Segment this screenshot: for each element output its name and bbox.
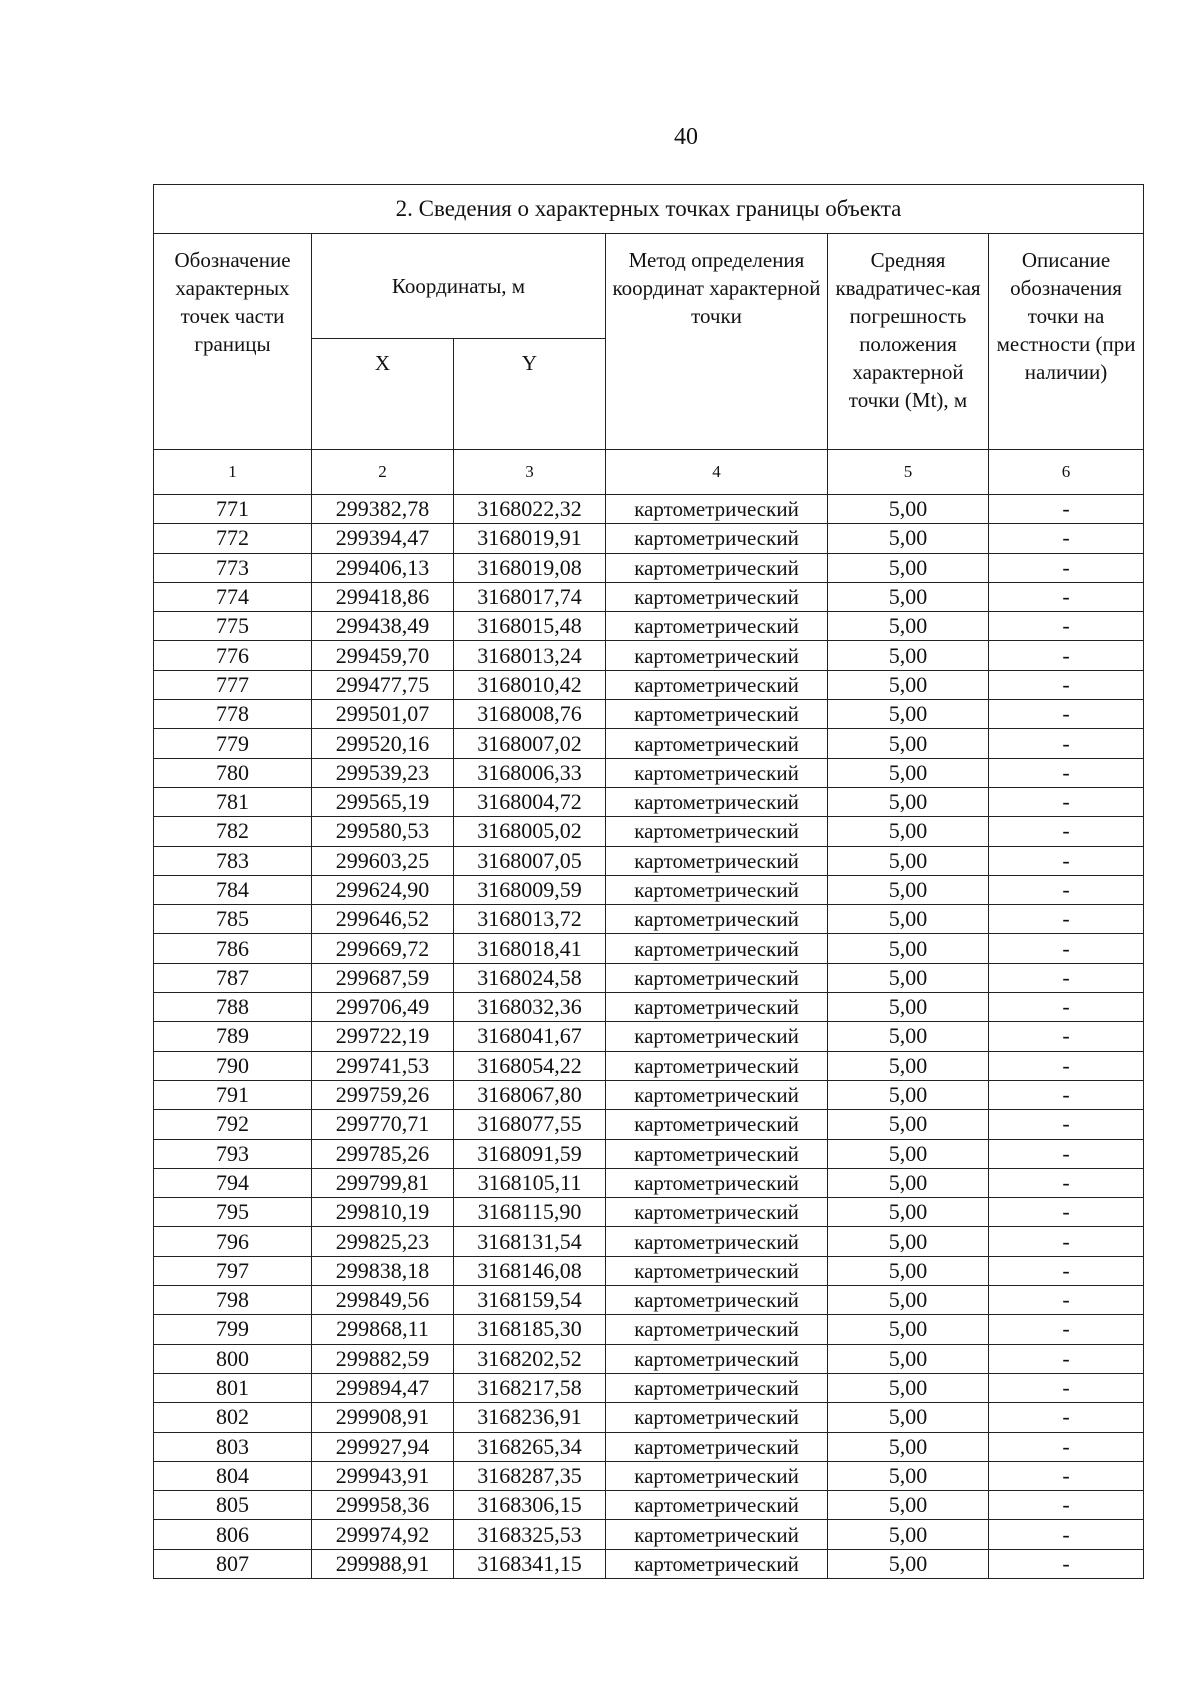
method-cell: картометрический xyxy=(606,1198,828,1227)
error-cell: 5,00 xyxy=(828,817,989,846)
error-cell: 5,00 xyxy=(828,1286,989,1315)
table-row xyxy=(154,846,1144,875)
x-coordinate-cell: 299958,36 xyxy=(312,1491,454,1520)
table-row xyxy=(154,1373,1144,1402)
description-cell: - xyxy=(989,1286,1144,1315)
point-number-cell: 803 xyxy=(154,1432,312,1461)
error-cell: 5,00 xyxy=(828,495,989,524)
column-number: 4 xyxy=(606,450,828,495)
description-cell: - xyxy=(989,1344,1144,1373)
description-cell: - xyxy=(989,1051,1144,1080)
header-method: Метод определения координат характерной точки xyxy=(606,234,828,450)
y-coordinate-cell: 3168017,74 xyxy=(454,582,606,611)
table-row xyxy=(154,905,1144,934)
table-row xyxy=(154,787,1144,816)
table-row xyxy=(154,1080,1144,1109)
y-coordinate-cell: 3168009,59 xyxy=(454,875,606,904)
header-y: Y xyxy=(454,339,606,450)
y-coordinate-cell: 3168013,72 xyxy=(454,905,606,934)
x-coordinate-cell: 299825,23 xyxy=(312,1227,454,1256)
point-number-cell: 779 xyxy=(154,729,312,758)
method-cell: картометрический xyxy=(606,582,828,611)
error-cell: 5,00 xyxy=(828,1549,989,1578)
error-cell: 5,00 xyxy=(828,1344,989,1373)
error-cell: 5,00 xyxy=(828,993,989,1022)
y-coordinate-cell: 3168217,58 xyxy=(454,1373,606,1402)
description-cell: - xyxy=(989,787,1144,816)
point-number-cell: 771 xyxy=(154,495,312,524)
description-cell: - xyxy=(989,553,1144,582)
method-cell: картометрический xyxy=(606,1344,828,1373)
error-cell: 5,00 xyxy=(828,641,989,670)
table-row xyxy=(154,1227,1144,1256)
method-cell: картометрический xyxy=(606,524,828,553)
y-coordinate-cell: 3168007,02 xyxy=(454,729,606,758)
point-number-cell: 801 xyxy=(154,1373,312,1402)
error-cell: 5,00 xyxy=(828,758,989,787)
x-coordinate-cell: 299838,18 xyxy=(312,1256,454,1285)
method-cell: картометрический xyxy=(606,1080,828,1109)
description-cell: - xyxy=(989,875,1144,904)
method-cell: картометрический xyxy=(606,1520,828,1549)
y-coordinate-cell: 3168006,33 xyxy=(454,758,606,787)
error-cell: 5,00 xyxy=(828,1198,989,1227)
error-cell: 5,00 xyxy=(828,1080,989,1109)
error-cell: 5,00 xyxy=(828,1227,989,1256)
y-coordinate-cell: 3168007,05 xyxy=(454,846,606,875)
x-coordinate-cell: 299603,25 xyxy=(312,846,454,875)
section-title: 2. Сведения о характерных точках границы объекта xyxy=(154,185,1144,234)
point-number-cell: 784 xyxy=(154,875,312,904)
description-cell: - xyxy=(989,905,1144,934)
error-cell: 5,00 xyxy=(828,1168,989,1197)
error-cell: 5,00 xyxy=(828,1491,989,1520)
error-cell: 5,00 xyxy=(828,1520,989,1549)
error-cell: 5,00 xyxy=(828,700,989,729)
point-number-cell: 776 xyxy=(154,641,312,670)
point-number-cell: 792 xyxy=(154,1110,312,1139)
page-number: 40 xyxy=(674,124,698,150)
point-number-cell: 800 xyxy=(154,1344,312,1373)
error-cell: 5,00 xyxy=(828,787,989,816)
error-cell: 5,00 xyxy=(828,934,989,963)
y-coordinate-cell: 3168306,15 xyxy=(454,1491,606,1520)
description-cell: - xyxy=(989,1198,1144,1227)
point-number-cell: 774 xyxy=(154,582,312,611)
description-cell: - xyxy=(989,817,1144,846)
header-coordinates: Координаты, м xyxy=(312,234,606,339)
table-row xyxy=(154,524,1144,553)
x-coordinate-cell: 299706,49 xyxy=(312,993,454,1022)
error-cell: 5,00 xyxy=(828,1139,989,1168)
table-row xyxy=(154,963,1144,992)
column-number: 2 xyxy=(312,450,454,495)
x-coordinate-cell: 299669,72 xyxy=(312,934,454,963)
error-cell: 5,00 xyxy=(828,1022,989,1051)
description-cell: - xyxy=(989,1168,1144,1197)
y-coordinate-cell: 3168265,34 xyxy=(454,1432,606,1461)
error-cell: 5,00 xyxy=(828,1051,989,1080)
table-row xyxy=(154,729,1144,758)
method-cell: картометрический xyxy=(606,963,828,992)
point-number-cell: 777 xyxy=(154,670,312,699)
x-coordinate-cell: 299974,92 xyxy=(312,1520,454,1549)
table-row xyxy=(154,1051,1144,1080)
x-coordinate-cell: 299687,59 xyxy=(312,963,454,992)
point-number-cell: 787 xyxy=(154,963,312,992)
error-cell: 5,00 xyxy=(828,1315,989,1344)
y-coordinate-cell: 3168091,59 xyxy=(454,1139,606,1168)
method-cell: картометрический xyxy=(606,817,828,846)
table-row xyxy=(154,670,1144,699)
description-cell: - xyxy=(989,1403,1144,1432)
x-coordinate-cell: 299894,47 xyxy=(312,1373,454,1402)
point-number-cell: 783 xyxy=(154,846,312,875)
header-row xyxy=(154,234,1144,339)
x-coordinate-cell: 299882,59 xyxy=(312,1344,454,1373)
point-number-cell: 795 xyxy=(154,1198,312,1227)
table-row xyxy=(154,934,1144,963)
x-coordinate-cell: 299418,86 xyxy=(312,582,454,611)
x-coordinate-cell: 299382,78 xyxy=(312,495,454,524)
method-cell: картометрический xyxy=(606,612,828,641)
x-coordinate-cell: 299646,52 xyxy=(312,905,454,934)
x-coordinate-cell: 299908,91 xyxy=(312,1403,454,1432)
description-cell: - xyxy=(989,1022,1144,1051)
table-row xyxy=(154,700,1144,729)
error-cell: 5,00 xyxy=(828,582,989,611)
table-row xyxy=(154,1403,1144,1432)
x-coordinate-cell: 299988,91 xyxy=(312,1549,454,1578)
table-row xyxy=(154,1432,1144,1461)
description-cell: - xyxy=(989,524,1144,553)
description-cell: - xyxy=(989,729,1144,758)
method-cell: картометрический xyxy=(606,905,828,934)
point-number-cell: 807 xyxy=(154,1549,312,1578)
x-coordinate-cell: 299868,11 xyxy=(312,1315,454,1344)
table-row xyxy=(154,1168,1144,1197)
point-number-cell: 786 xyxy=(154,934,312,963)
error-cell: 5,00 xyxy=(828,1373,989,1402)
method-cell: картометрический xyxy=(606,1461,828,1490)
section-title-row xyxy=(154,185,1144,234)
x-coordinate-cell: 299520,16 xyxy=(312,729,454,758)
point-number-cell: 798 xyxy=(154,1286,312,1315)
error-cell: 5,00 xyxy=(828,1461,989,1490)
point-number-cell: 799 xyxy=(154,1315,312,1344)
y-coordinate-cell: 3168005,02 xyxy=(454,817,606,846)
method-cell: картометрический xyxy=(606,934,828,963)
method-cell: картометрический xyxy=(606,1022,828,1051)
description-cell: - xyxy=(989,612,1144,641)
table-row xyxy=(154,1344,1144,1373)
method-cell: картометрический xyxy=(606,700,828,729)
table-row xyxy=(154,1549,1144,1578)
method-cell: картометрический xyxy=(606,729,828,758)
method-cell: картометрический xyxy=(606,1286,828,1315)
point-number-cell: 780 xyxy=(154,758,312,787)
description-cell: - xyxy=(989,1549,1144,1578)
x-coordinate-cell: 299849,56 xyxy=(312,1286,454,1315)
method-cell: картометрический xyxy=(606,1051,828,1080)
method-cell: картометрический xyxy=(606,1110,828,1139)
description-cell: - xyxy=(989,963,1144,992)
header-point-designation: Обозначение характерных точек части границы xyxy=(154,234,312,450)
method-cell: картометрический xyxy=(606,1491,828,1520)
header-description: Описание обозначения точки на местности (при наличии) xyxy=(989,234,1144,450)
column-number: 5 xyxy=(828,450,989,495)
description-cell: - xyxy=(989,1432,1144,1461)
error-cell: 5,00 xyxy=(828,963,989,992)
point-number-cell: 785 xyxy=(154,905,312,934)
y-coordinate-cell: 3168341,15 xyxy=(454,1549,606,1578)
x-coordinate-cell: 299799,81 xyxy=(312,1168,454,1197)
method-cell: картометрический xyxy=(606,758,828,787)
point-number-cell: 802 xyxy=(154,1403,312,1432)
table-row xyxy=(154,553,1144,582)
method-cell: картометрический xyxy=(606,1227,828,1256)
error-cell: 5,00 xyxy=(828,670,989,699)
x-coordinate-cell: 299406,13 xyxy=(312,553,454,582)
y-coordinate-cell: 3168067,80 xyxy=(454,1080,606,1109)
error-cell: 5,00 xyxy=(828,553,989,582)
y-coordinate-cell: 3168024,58 xyxy=(454,963,606,992)
point-number-cell: 806 xyxy=(154,1520,312,1549)
x-coordinate-cell: 299770,71 xyxy=(312,1110,454,1139)
method-cell: картометрический xyxy=(606,495,828,524)
description-cell: - xyxy=(989,582,1144,611)
point-number-cell: 772 xyxy=(154,524,312,553)
method-cell: картометрический xyxy=(606,875,828,904)
error-cell: 5,00 xyxy=(828,1432,989,1461)
table-row xyxy=(154,1491,1144,1520)
method-cell: картометрический xyxy=(606,1168,828,1197)
x-coordinate-cell: 299580,53 xyxy=(312,817,454,846)
method-cell: картометрический xyxy=(606,1403,828,1432)
x-coordinate-cell: 299477,75 xyxy=(312,670,454,699)
point-number-cell: 804 xyxy=(154,1461,312,1490)
table-row xyxy=(154,1110,1144,1139)
y-coordinate-cell: 3168004,72 xyxy=(454,787,606,816)
description-cell: - xyxy=(989,1491,1144,1520)
x-coordinate-cell: 299741,53 xyxy=(312,1051,454,1080)
table-row xyxy=(154,993,1144,1022)
error-cell: 5,00 xyxy=(828,1110,989,1139)
method-cell: картометрический xyxy=(606,553,828,582)
x-coordinate-cell: 299624,90 xyxy=(312,875,454,904)
description-cell: - xyxy=(989,495,1144,524)
table-row xyxy=(154,1520,1144,1549)
description-cell: - xyxy=(989,641,1144,670)
x-coordinate-cell: 299501,07 xyxy=(312,700,454,729)
table-row xyxy=(154,817,1144,846)
y-coordinate-cell: 3168019,08 xyxy=(454,553,606,582)
method-cell: картометрический xyxy=(606,1432,828,1461)
description-cell: - xyxy=(989,1227,1144,1256)
y-coordinate-cell: 3168105,11 xyxy=(454,1168,606,1197)
description-cell: - xyxy=(989,758,1144,787)
point-number-cell: 793 xyxy=(154,1139,312,1168)
method-cell: картометрический xyxy=(606,641,828,670)
point-number-cell: 788 xyxy=(154,993,312,1022)
point-number-cell: 797 xyxy=(154,1256,312,1285)
y-coordinate-cell: 3168013,24 xyxy=(454,641,606,670)
description-cell: - xyxy=(989,1315,1144,1344)
method-cell: картометрический xyxy=(606,787,828,816)
error-cell: 5,00 xyxy=(828,1403,989,1432)
description-cell: - xyxy=(989,1373,1144,1402)
point-number-cell: 778 xyxy=(154,700,312,729)
table-row xyxy=(154,495,1144,524)
table-row xyxy=(154,612,1144,641)
description-cell: - xyxy=(989,670,1144,699)
y-coordinate-cell: 3168019,91 xyxy=(454,524,606,553)
point-number-cell: 789 xyxy=(154,1022,312,1051)
y-coordinate-cell: 3168131,54 xyxy=(454,1227,606,1256)
point-number-cell: 781 xyxy=(154,787,312,816)
y-coordinate-cell: 3168287,35 xyxy=(454,1461,606,1490)
description-cell: - xyxy=(989,1110,1144,1139)
point-number-cell: 782 xyxy=(154,817,312,846)
table-row xyxy=(154,1198,1144,1227)
y-coordinate-cell: 3168159,54 xyxy=(454,1286,606,1315)
y-coordinate-cell: 3168185,30 xyxy=(454,1315,606,1344)
header-x: X xyxy=(312,339,454,450)
error-cell: 5,00 xyxy=(828,612,989,641)
y-coordinate-cell: 3168032,36 xyxy=(454,993,606,1022)
boundary-points-table xyxy=(153,184,1144,1579)
point-number-cell: 796 xyxy=(154,1227,312,1256)
column-number: 3 xyxy=(454,450,606,495)
method-cell: картометрический xyxy=(606,670,828,699)
header-mean-square-error: Средняя квадратичес-кая погрешность положения характерной точки (Mt), м xyxy=(828,234,989,450)
column-number-row xyxy=(154,450,1144,495)
method-cell: картометрический xyxy=(606,1315,828,1344)
method-cell: картометрический xyxy=(606,1549,828,1578)
point-number-cell: 791 xyxy=(154,1080,312,1109)
y-coordinate-cell: 3168010,42 xyxy=(454,670,606,699)
y-coordinate-cell: 3168115,90 xyxy=(454,1198,606,1227)
description-cell: - xyxy=(989,1139,1144,1168)
table-row xyxy=(154,582,1144,611)
description-cell: - xyxy=(989,846,1144,875)
error-cell: 5,00 xyxy=(828,875,989,904)
point-number-cell: 773 xyxy=(154,553,312,582)
x-coordinate-cell: 299459,70 xyxy=(312,641,454,670)
x-coordinate-cell: 299722,19 xyxy=(312,1022,454,1051)
table-row xyxy=(154,758,1144,787)
error-cell: 5,00 xyxy=(828,1256,989,1285)
point-number-cell: 805 xyxy=(154,1491,312,1520)
x-coordinate-cell: 299759,26 xyxy=(312,1080,454,1109)
method-cell: картометрический xyxy=(606,993,828,1022)
x-coordinate-cell: 299927,94 xyxy=(312,1432,454,1461)
description-cell: - xyxy=(989,1080,1144,1109)
y-coordinate-cell: 3168015,48 xyxy=(454,612,606,641)
description-cell: - xyxy=(989,1256,1144,1285)
y-coordinate-cell: 3168202,52 xyxy=(454,1344,606,1373)
point-number-cell: 790 xyxy=(154,1051,312,1080)
y-coordinate-cell: 3168077,55 xyxy=(454,1110,606,1139)
description-cell: - xyxy=(989,1520,1144,1549)
y-coordinate-cell: 3168041,67 xyxy=(454,1022,606,1051)
error-cell: 5,00 xyxy=(828,846,989,875)
table-row xyxy=(154,641,1144,670)
description-cell: - xyxy=(989,993,1144,1022)
x-coordinate-cell: 299394,47 xyxy=(312,524,454,553)
table-row xyxy=(154,1022,1144,1051)
table-row xyxy=(154,1461,1144,1490)
point-number-cell: 775 xyxy=(154,612,312,641)
description-cell: - xyxy=(989,1461,1144,1490)
method-cell: картометрический xyxy=(606,846,828,875)
method-cell: картометрический xyxy=(606,1256,828,1285)
point-number-cell: 794 xyxy=(154,1168,312,1197)
error-cell: 5,00 xyxy=(828,524,989,553)
y-coordinate-cell: 3168022,32 xyxy=(454,495,606,524)
x-coordinate-cell: 299565,19 xyxy=(312,787,454,816)
method-cell: картометрический xyxy=(606,1139,828,1168)
x-coordinate-cell: 299438,49 xyxy=(312,612,454,641)
table-row xyxy=(154,1256,1144,1285)
y-coordinate-cell: 3168325,53 xyxy=(454,1520,606,1549)
y-coordinate-cell: 3168236,91 xyxy=(454,1403,606,1432)
table-row xyxy=(154,1139,1144,1168)
description-cell: - xyxy=(989,700,1144,729)
y-coordinate-cell: 3168008,76 xyxy=(454,700,606,729)
table-row xyxy=(154,875,1144,904)
method-cell: картометрический xyxy=(606,1373,828,1402)
x-coordinate-cell: 299539,23 xyxy=(312,758,454,787)
table-row xyxy=(154,1286,1144,1315)
error-cell: 5,00 xyxy=(828,729,989,758)
x-coordinate-cell: 299810,19 xyxy=(312,1198,454,1227)
description-cell: - xyxy=(989,934,1144,963)
y-coordinate-cell: 3168054,22 xyxy=(454,1051,606,1080)
error-cell: 5,00 xyxy=(828,905,989,934)
x-coordinate-cell: 299943,91 xyxy=(312,1461,454,1490)
y-coordinate-cell: 3168018,41 xyxy=(454,934,606,963)
column-number: 1 xyxy=(154,450,312,495)
x-coordinate-cell: 299785,26 xyxy=(312,1139,454,1168)
column-number: 6 xyxy=(989,450,1144,495)
table-row xyxy=(154,1315,1144,1344)
y-coordinate-cell: 3168146,08 xyxy=(454,1256,606,1285)
